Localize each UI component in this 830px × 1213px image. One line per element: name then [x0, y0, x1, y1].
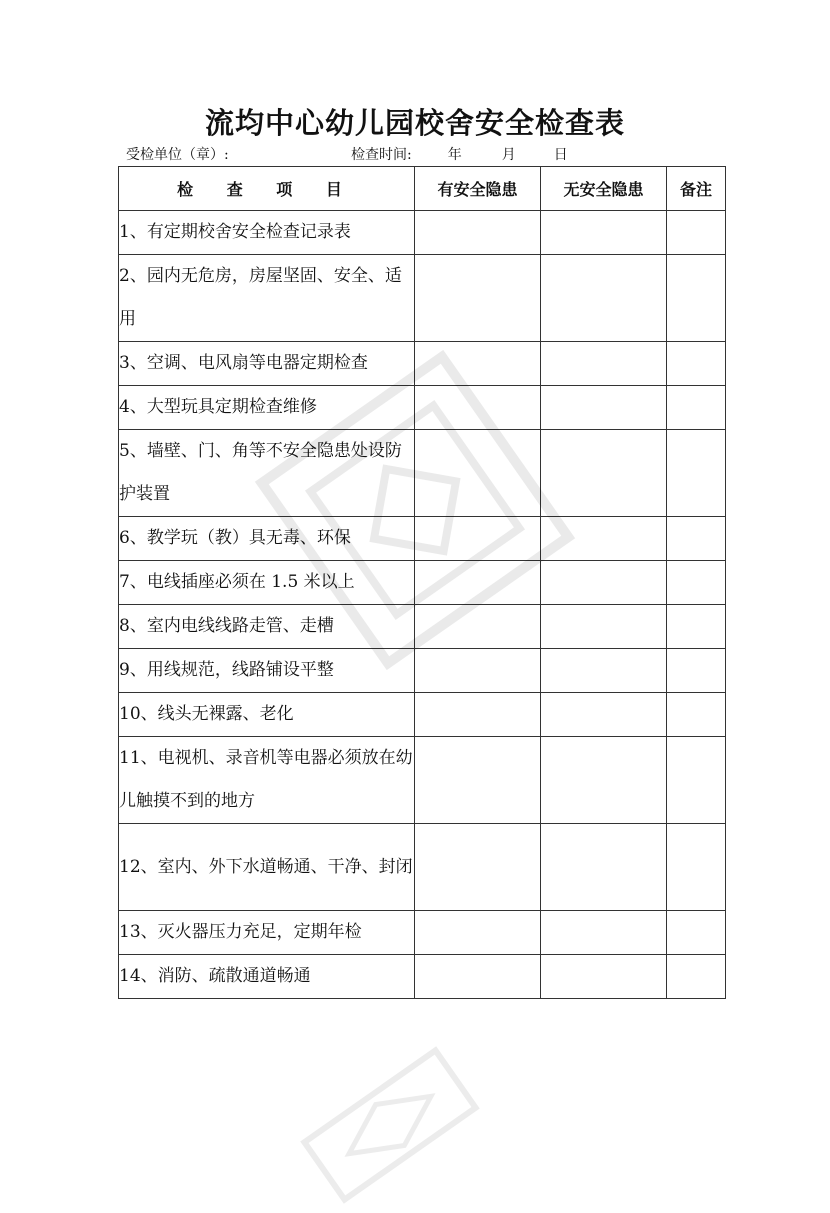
no-hazard-cell[interactable]: [541, 911, 667, 955]
has-hazard-cell[interactable]: [415, 255, 541, 342]
table-row: [119, 255, 726, 342]
remarks-cell[interactable]: [667, 693, 726, 737]
no-hazard-cell[interactable]: [541, 649, 667, 693]
table-row: [119, 955, 726, 999]
inspected-unit-label: 受检单位（章）:: [126, 147, 229, 163]
table-row: [119, 693, 726, 737]
remarks-cell[interactable]: [667, 955, 726, 999]
check-item: 14、消防、疏散通道畅通: [119, 955, 415, 999]
has-hazard-cell[interactable]: [415, 955, 541, 999]
no-hazard-cell[interactable]: [541, 955, 667, 999]
table-row: [119, 737, 726, 824]
check-item: 7、电线插座必须在 1.5 米以上: [119, 561, 415, 605]
header-remarks: 备注: [667, 167, 726, 211]
watermark-logo-bottom: [290, 1037, 489, 1213]
remarks-cell[interactable]: [667, 561, 726, 605]
remarks-cell[interactable]: [667, 517, 726, 561]
check-item: 3、空调、电风扇等电器定期检查: [119, 342, 415, 386]
inspection-time-label: 检查时间:: [351, 147, 412, 163]
table-row: [119, 824, 726, 911]
check-item: 5、墙壁、门、角等不安全隐患处设防护装置: [119, 430, 415, 517]
table-header-row: [119, 167, 726, 211]
inspection-date-field: [351, 145, 568, 165]
remarks-cell[interactable]: [667, 605, 726, 649]
no-hazard-cell[interactable]: [541, 693, 667, 737]
check-item: 9、用线规范，线路铺设平整: [119, 649, 415, 693]
year-label: 年: [447, 147, 462, 163]
has-hazard-cell[interactable]: [415, 693, 541, 737]
header-no-hazard: 无安全隐患: [541, 167, 667, 211]
has-hazard-cell[interactable]: [415, 211, 541, 255]
remarks-cell[interactable]: [667, 737, 726, 824]
header-has-hazard: 有安全隐患: [415, 167, 541, 211]
no-hazard-cell[interactable]: [541, 605, 667, 649]
remarks-cell[interactable]: [667, 824, 726, 911]
remarks-cell[interactable]: [667, 211, 726, 255]
remarks-cell[interactable]: [667, 430, 726, 517]
remarks-cell[interactable]: [667, 342, 726, 386]
check-item: 11、电视机、录音机等电器必须放在幼儿触摸不到的地方: [119, 737, 415, 824]
no-hazard-cell[interactable]: [541, 386, 667, 430]
day-label: 日: [553, 147, 568, 163]
no-hazard-cell[interactable]: [541, 211, 667, 255]
check-item: 10、线头无裸露、老化: [119, 693, 415, 737]
remarks-cell[interactable]: [667, 911, 726, 955]
header-item: 检 查 项 目: [119, 167, 415, 211]
has-hazard-cell[interactable]: [415, 824, 541, 911]
remarks-cell[interactable]: [667, 255, 726, 342]
check-item: 6、教学玩（教）具无毒、环保: [119, 517, 415, 561]
check-item: 12、室内、外下水道畅通、干净、封闭: [119, 824, 415, 911]
has-hazard-cell[interactable]: [415, 911, 541, 955]
month-label: 月: [501, 147, 516, 163]
remarks-cell[interactable]: [667, 649, 726, 693]
check-item: 4、大型玩具定期检查维修: [119, 386, 415, 430]
has-hazard-cell[interactable]: [415, 737, 541, 824]
no-hazard-cell[interactable]: [541, 255, 667, 342]
check-item: 1、有定期校舍安全检查记录表: [119, 211, 415, 255]
check-item: 2、园内无危房，房屋坚固、安全、适用: [119, 255, 415, 342]
page-title: 流均中心幼儿园校舍安全检查表: [204, 106, 625, 140]
table-row: [119, 911, 726, 955]
no-hazard-cell[interactable]: [541, 342, 667, 386]
no-hazard-cell[interactable]: [541, 824, 667, 911]
table-row: [119, 211, 726, 255]
check-item: 8、室内电线线路走管、走槽: [119, 605, 415, 649]
check-item: 13、灭火器压力充足，定期年检: [119, 911, 415, 955]
no-hazard-cell[interactable]: [541, 737, 667, 824]
remarks-cell[interactable]: [667, 386, 726, 430]
